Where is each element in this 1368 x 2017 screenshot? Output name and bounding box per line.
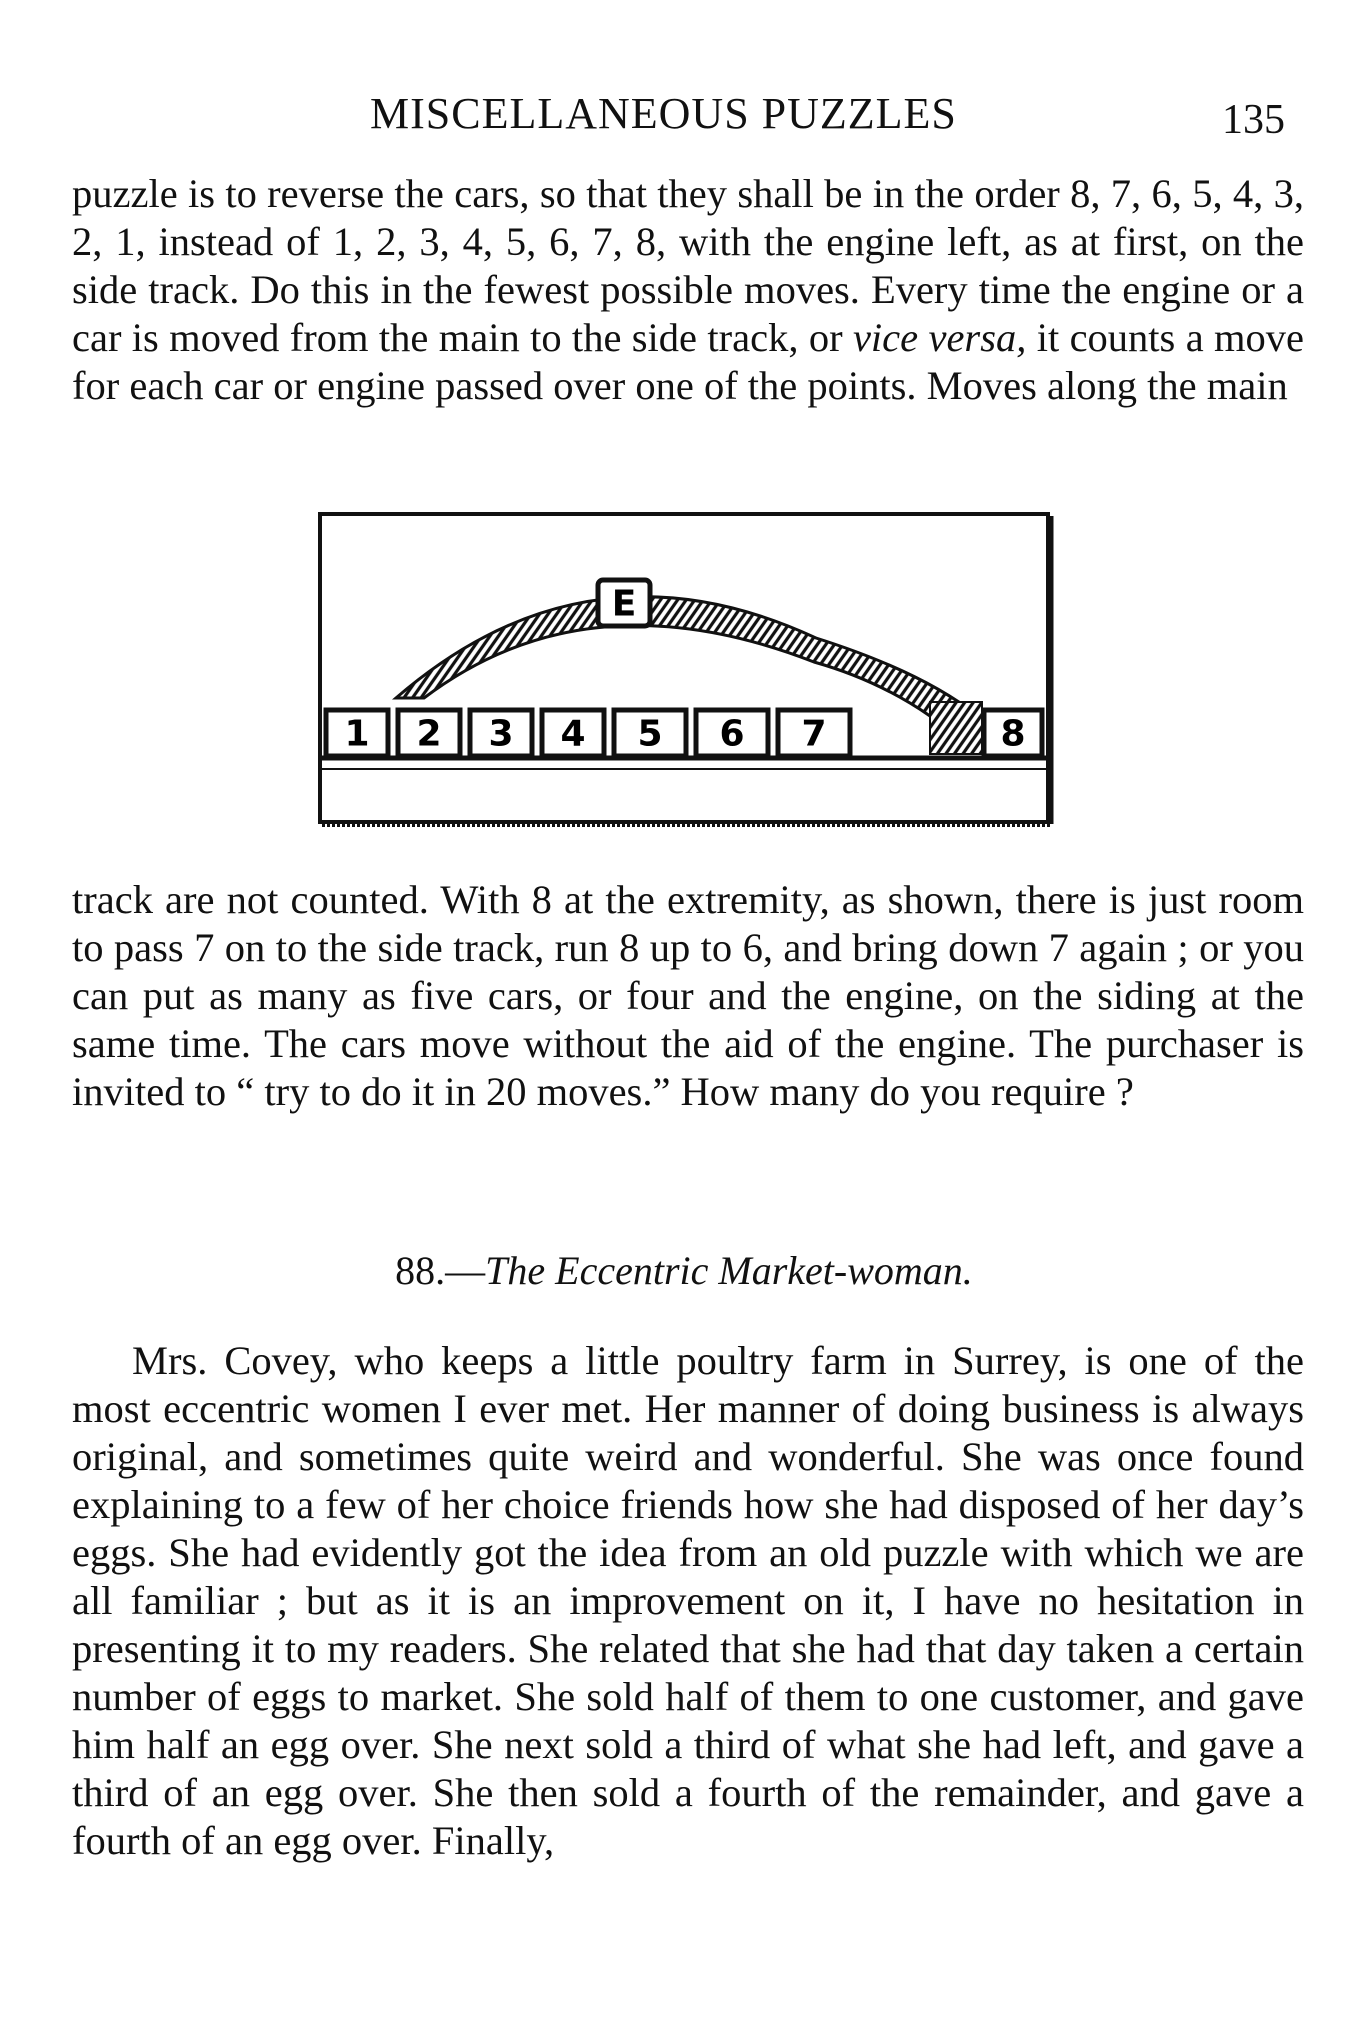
car-label: 8: [1000, 713, 1026, 755]
car-label: 5: [637, 713, 663, 755]
siding-track: [396, 597, 978, 716]
engine-label: E: [611, 583, 637, 625]
section-heading-88: [0, 1247, 1368, 1294]
running-title: MISCELLANEOUS PUZZLES: [370, 89, 957, 138]
car-label: 7: [801, 713, 827, 755]
car-label: 1: [344, 713, 370, 755]
car-3: [470, 710, 532, 756]
paragraph-market-woman: Mrs. Covey, who keeps a little poultry farm in Surrey, is one of the most eccentric women I ever met. Her manner of doing business is always original, and sometimes quite weird and wonderful. She was once found explaining to a few of her choice friends how she had disposed of her day’s eggs. She had evidently got the idea from an old puzzle with which we are all familiar ; but as it is an improvement on it, I have no hesitation in presenting it to my readers. She related that she had that day taken a certain number of eggs to market. She sold half of them to one customer, and gave him half an egg over. She next sold a third of what she had left, and gave a third of an egg over. She then sold a fourth of the remainder, and gave a fourth of an egg over. Finally,: [72, 1338, 1304, 1863]
car-7: [778, 710, 850, 756]
car-label: 3: [488, 713, 514, 755]
car-1: [326, 710, 388, 756]
car-label: 2: [416, 713, 442, 755]
page-header: [0, 88, 1368, 148]
paragraph-text: it counts a move for each car or engine passed over one of the points. Moves along the main: [72, 315, 1305, 408]
car-8: [984, 710, 1042, 756]
car-6: [696, 710, 768, 756]
italic-phrase: vice versa,: [852, 315, 1027, 360]
car-4: [542, 710, 604, 756]
car-label: 4: [560, 713, 586, 755]
engine: [598, 580, 650, 626]
points-junction: [930, 702, 982, 754]
section-number: 88.—: [395, 1248, 486, 1293]
paragraph-puzzle-continued: [72, 170, 1304, 410]
paragraph-puzzle-conclusion: track are not counted. With 8 at the extremity, as shown, there is just room to pass 7 on to the side track, run 8 up to 6, and bring down 7 again ; or you can put as many as five cars, or four and the engine, on the siding at the same time. The cars move without the aid of the engine. The purchaser is invited to “ try to do it in 20 moves.” How many do you require ?: [72, 877, 1304, 1114]
paragraph-text: puzzle is to reverse the cars, so that they shall be in the order 8, 7, 6, 5, 4, 3, 2, 1, instead of 1, 2, 3, 4, 5, 6, 7, 8, with the engine left, as at first, on the side track. Do this in the fewest possible moves. Every time the engine or a car is moved from the main to the side track, or: [72, 171, 1304, 360]
page-number: 135: [1222, 97, 1285, 143]
car-2: [398, 710, 460, 756]
diagram-frame: [320, 514, 1048, 822]
section-title: The Eccentric Market-woman.: [485, 1248, 973, 1293]
car-5: [614, 710, 686, 756]
railway-diagram: [318, 512, 1054, 830]
railway-siding-figure: [318, 512, 1054, 830]
car-label: 6: [719, 713, 745, 755]
